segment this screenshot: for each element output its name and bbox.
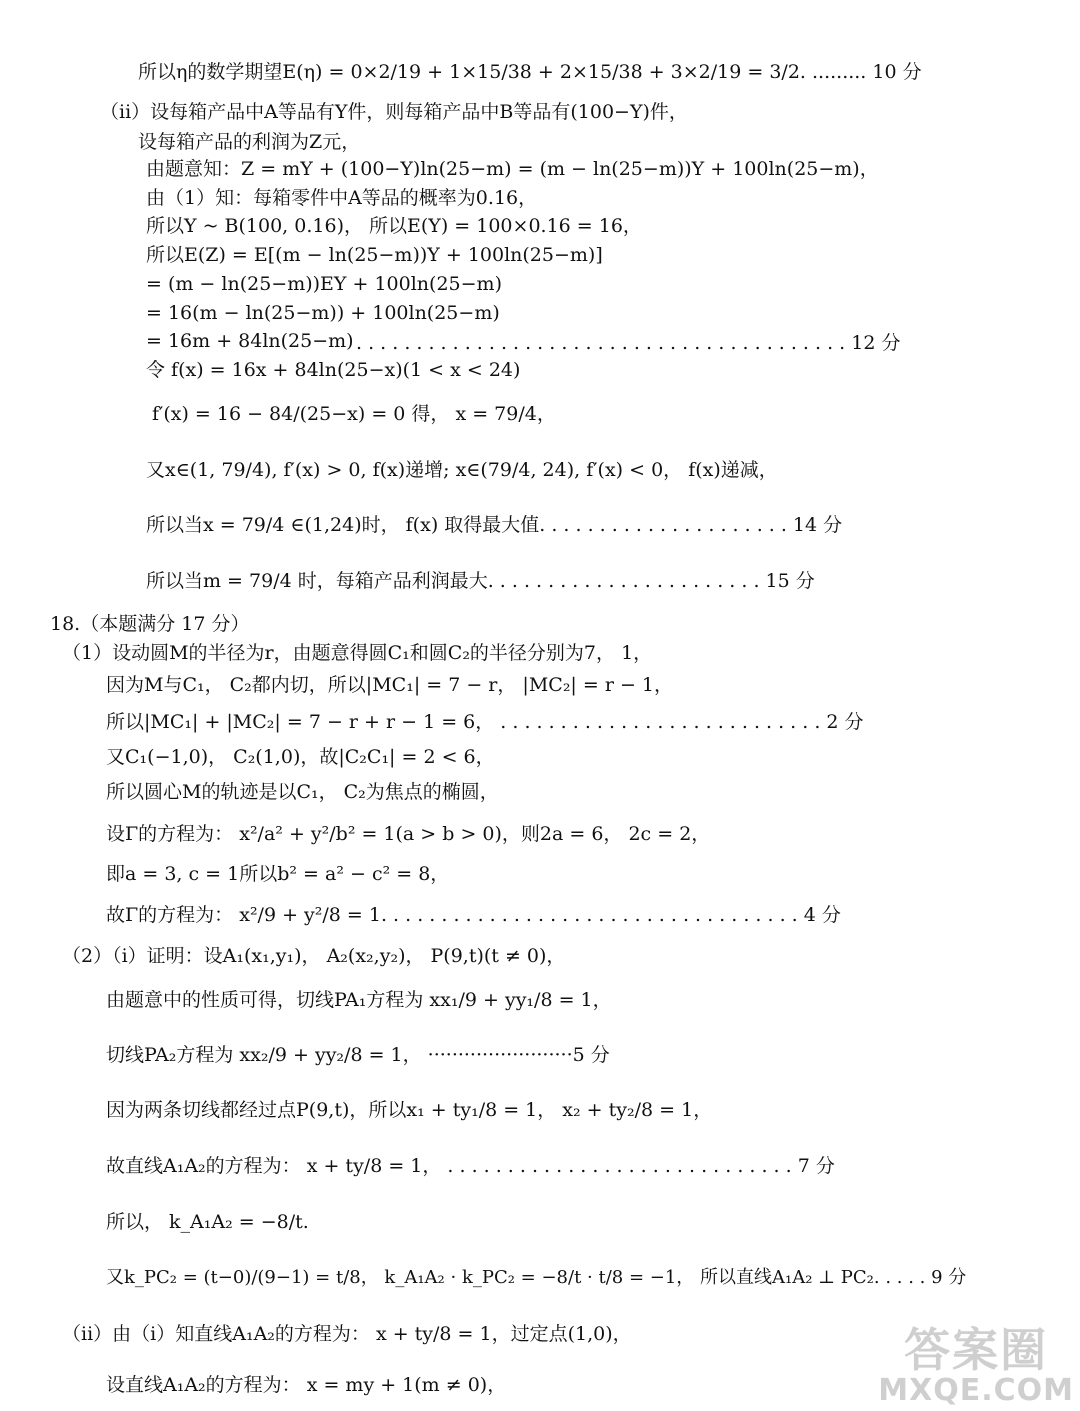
text-line: 设直线A₁A₂的方程为： x = my + 1(m ≠ 0)， [106,1374,507,1396]
text-line: 所以E(Z) = E[(m − ln(25−m))Y + 100ln(25−m)] [146,244,603,266]
text-line: f′(x) = 16 − 84/(25−x) = 0 得， x = 79/4， [152,403,556,425]
text-line: 又k_PC₂ = (t−0)/(9−1) = t/8， k_A₁A₂ · k_PC₂ = −8/t · t/8 = −1， 所以直线A₁A₂ ⊥ PC₂. . . . . 9 分 [106,1267,967,1288]
text-line: = 16(m − ln(25−m)) + 100ln(25−m) [146,302,500,324]
score-dots: . . . . . . . . . . . . . . . . . . . . . . . . . . . . . . . . . . . . . . . . . 12 分 [356,332,901,354]
text-line: 即a = 3, c = 1所以b² = a² − c² = 8， [106,863,450,885]
text-line: 所以η的数学期望E(η) = 0×2/19 + 1×15/38 + 2×15/38 + 3×2/19 = 3/2. ......... 10 分 [138,61,922,83]
text-line: （2）（i）证明：设A₁(x₁,y₁)， A₂(x₂,y₂)， P(9,t)(t ≠ 0)， [62,945,566,967]
section-heading: 18.（本题满分 17 分） [50,613,250,635]
text-line: 所以当x = 79/4 ∈(1,24)时， f(x) 取得最大值. . . . . . . . . . . . . . . . . . . . . 14 分 [146,514,843,536]
text-line: 所以|MC₁| + |MC₂| = 7 − r + r − 1 = 6， . . . . . . . . . . . . . . . . . . . . . . . . . . . 2 分 [106,711,864,733]
text-line: 所以， k_A₁A₂ = −8/t. [106,1211,309,1233]
text-line: 故直线A₁A₂的方程为： x + ty/8 = 1， . . . . . . . . . . . . . . . . . . . . . . . . . . . . . 7 分 [106,1155,835,1177]
text-line: 令 f(x) = 16x + 84ln(25−x)(1 < x < 24) [146,359,521,381]
text-line: 由题意中的性质可得，切线PA₁方程为 xx₁/9 + yy₁/8 = 1， [106,989,612,1011]
watermark-logo [878,1325,1074,1407]
text-line: （ii）由（i）知直线A₁A₂的方程为： x + ty/8 = 1，过定点(1,0)， [62,1323,632,1345]
text-line: 故Γ的方程为： x²/9 + y²/8 = 1. . . . . . . . . . . . . . . . . . . . . . . . . . . . . . . . . . . 4 分 [106,904,841,926]
text-line: = 16m + 84ln(25−m) [146,330,354,352]
text-line: 又x∈(1, 79/4), f′(x) > 0, f(x)递增; x∈(79/4, 24), f′(x) < 0， f(x)递减， [146,459,778,481]
text-line: （1）设动圆M的半径为r，由题意得圆C₁和圆C₂的半径分别为7， 1， [62,642,653,664]
text-line: 设每箱产品的利润为Z元， [138,131,361,153]
text-line: 由（1）知：每箱零件中A等品的概率为0.16， [146,187,538,209]
text-line: 所以圆心M的轨迹是以C₁， C₂为焦点的椭圆， [106,781,499,803]
text-line: 所以当m = 79/4 时，每箱产品利润最大. . . . . . . . . . . . . . . . . . . . . . . 15 分 [146,570,815,592]
text-line: 因为两条切线都经过点P(9,t)，所以x₁ + ty₁/8 = 1， x₂ + ty₂/8 = 1， [106,1099,713,1121]
text-line: 所以Y ~ B(100, 0.16)， 所以E(Y) = 100×0.16 = 16， [146,215,642,237]
text-line: 设Γ的方程为： x²/a² + y²/b² = 1(a > b > 0)，则2a = 6， 2c = 2， [106,823,711,845]
watermark-top-text: 答案圈 [904,1323,1049,1377]
text-line: 切线PA₂方程为 xx₂/9 + yy₂/8 = 1， ························5 分 [106,1044,610,1066]
watermark-bottom-text: MXQE.COM [878,1373,1074,1408]
text-line: 由题意知：Z = mY + (100−Y)ln(25−m) = (m − ln(25−m))Y + 100ln(25−m)， [146,158,879,180]
text-line: 因为M与C₁， C₂都内切，所以|MC₁| = 7 − r， |MC₂| = r − 1， [106,674,674,696]
text-line: = (m − ln(25−m))EY + 100ln(25−m) [146,273,502,295]
text-line: 又C₁(−1,0)， C₂(1,0)，故|C₂C₁| = 2 < 6， [106,746,495,768]
text-line: （ii）设每箱产品中A等品有Y件，则每箱产品中B等品有(100−Y)件， [100,101,688,123]
